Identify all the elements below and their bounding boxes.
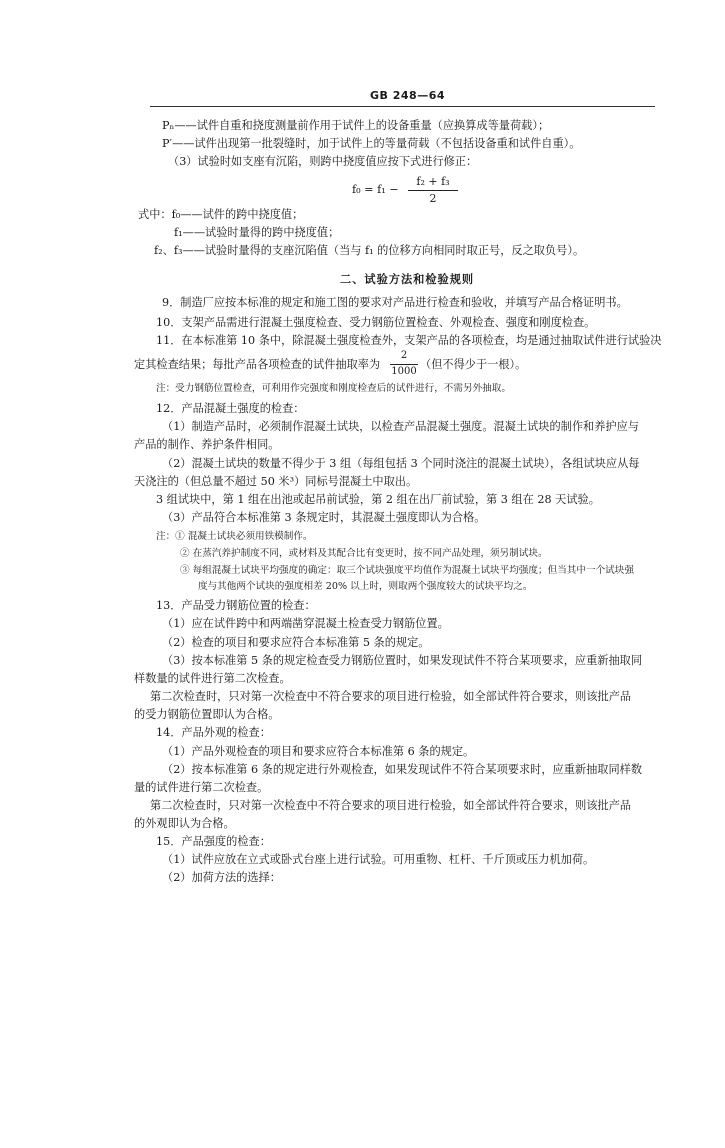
text-line: （2）按本标准第 6 条的规定进行外观检查，如果发现试件不符合某项要求时，应重新抽取同样数: [162, 763, 643, 776]
text-line: 9．制造厂应按本标准的规定和施工图的要求对产品进行检查和验收，并填写产品合格证明书。: [162, 296, 628, 309]
text-line: f₁——试验时量得的跨中挠度值；: [174, 226, 340, 239]
text-line: 13．产品受力钢筋位置的检查：: [156, 599, 316, 612]
text-line: （2）加荷方法的选择：: [162, 871, 281, 884]
text-line: P′——试件出现第一批裂缝时，加于试件上的等量荷载（不包括设备重和试件自重）。: [162, 137, 581, 150]
note-line: 度与其他两个试块的强度相差 20% 以上时，则取两个强度较大的试块平均之。: [198, 581, 533, 592]
text-line: 定其检查结果；每批产品各项检查的试件抽取率为: [134, 358, 381, 371]
note-line: ③ 每组混凝土试块平均强度的确定：取三个试块强度平均值作为混凝土试块平均强度；但当其中一个试块强: [180, 565, 634, 576]
section-title: 二、试验方法和检验规则: [340, 272, 475, 286]
text-line: （1）试件应放在立式或卧式台座上进行试验。可用重物、杠杆、千斤顶或压力机加荷。: [162, 853, 595, 866]
text-line: 产品的制作、养护条件相同。: [134, 438, 280, 451]
text-line: 10．支架产品需进行混凝土强度检查、受力钢筋位置检查、外观检查、强度和刚度检查。: [156, 316, 596, 329]
text-line: f₂、f₃——试验时量得的支座沉陷值（当与 f₁ 的位移方向相同时取正号，反之取负号）。: [154, 244, 585, 257]
text-line: （1）应在试件跨中和两端凿穿混凝土检查受力钢筋位置。: [162, 617, 449, 630]
text-line: Pₙ——试件自重和挠度测量前作用于试件上的设备重量（应换算成等量荷载）；: [162, 119, 550, 132]
text-line: 量的试件进行第二次检查。: [134, 781, 269, 794]
text-line: 式中：f₀——试件的跨中挠度值；: [138, 208, 304, 221]
text-line: （1）制造产品时，必须制作混凝土试块，以检查产品混凝土强度。混凝土试块的制作和养护应与: [162, 420, 639, 433]
note-line: 注：① 混凝土试块必须用铁模制作。: [156, 531, 313, 542]
ratio-numerator: 2: [400, 350, 408, 361]
note-line: ② 在蒸汽养护制度不同，或材料及其配合比有变更时，按不同产品处理，须另制试块。: [180, 548, 548, 559]
text-line: （3）按本标准第 5 条的规定检查受力钢筋位置时，如果发现试件不符合某项要求，应重新抽取同: [162, 654, 643, 667]
formula-denominator: 2: [429, 192, 437, 205]
text-line: （2）混凝土试块的数量不得少于 3 组（每组包括 3 个同时浇注的混凝土试块），各组试块应从每: [162, 457, 640, 470]
header-rule: [150, 106, 655, 107]
text-line: 的受力钢筋位置即认为合格。: [134, 708, 280, 721]
text-line: 3 组试块中，第 1 组在出池或起吊前试验，第 2 组在出厂前试验，第 3 组在 28 天试验。: [156, 493, 600, 506]
note-line: 注：受力钢筋位置检查，可利用作完强度和刚度检查后的试件进行，不需另外抽取。: [156, 383, 511, 394]
text-line: （3）产品符合本标准第 3 条规定时，其混凝土强度即认为合格。: [162, 511, 486, 524]
text-line: 第二次检查时，只对第一次检查中不符合要求的项目进行检验，如全部试件符合要求，则该批产品: [150, 690, 632, 703]
ratio-fraction-bar: [390, 364, 418, 365]
text-line: 第二次检查时，只对第一次检查中不符合要求的项目进行检验，如全部试件符合要求，则该批产品: [150, 799, 632, 812]
text-line: 天浇注的（但总量不超过 50 米³）同标号混凝土中取出。: [134, 475, 418, 488]
standard-code-header: GB 248—64: [370, 89, 446, 102]
text-line: （2）检查的项目和要求应符合本标准第 5 条的规定。: [162, 636, 430, 649]
text-line: 14．产品外观的检查：: [156, 726, 271, 739]
formula-fraction-bar: [408, 190, 458, 191]
formula-numerator: f₂ + f₃: [416, 175, 450, 188]
text-line: （3）试验时如支座有沉陷，则跨中挠度值应按下式进行修正：: [168, 155, 478, 168]
text-line: 11．在本标准第 10 条中，除混凝土强度检查外，支架产品的各项检查，均是通过抽取试件进行试验决: [156, 334, 662, 347]
ratio-denominator: 1000: [391, 366, 417, 377]
text-line: （但不得少于一根）。: [420, 358, 527, 371]
text-line: （1）产品外观检查的项目和要求应符合本标准第 6 条的规定。: [162, 745, 475, 758]
text-line: 样数量的试件进行第二次检查。: [134, 672, 291, 685]
text-line: 12．产品混凝土强度的检查：: [156, 402, 305, 415]
text-line: 的外观即认为合格。: [134, 817, 235, 830]
formula-left: f₀ = f₁ −: [352, 183, 399, 196]
text-line: 15．产品强度的检查：: [156, 835, 271, 848]
